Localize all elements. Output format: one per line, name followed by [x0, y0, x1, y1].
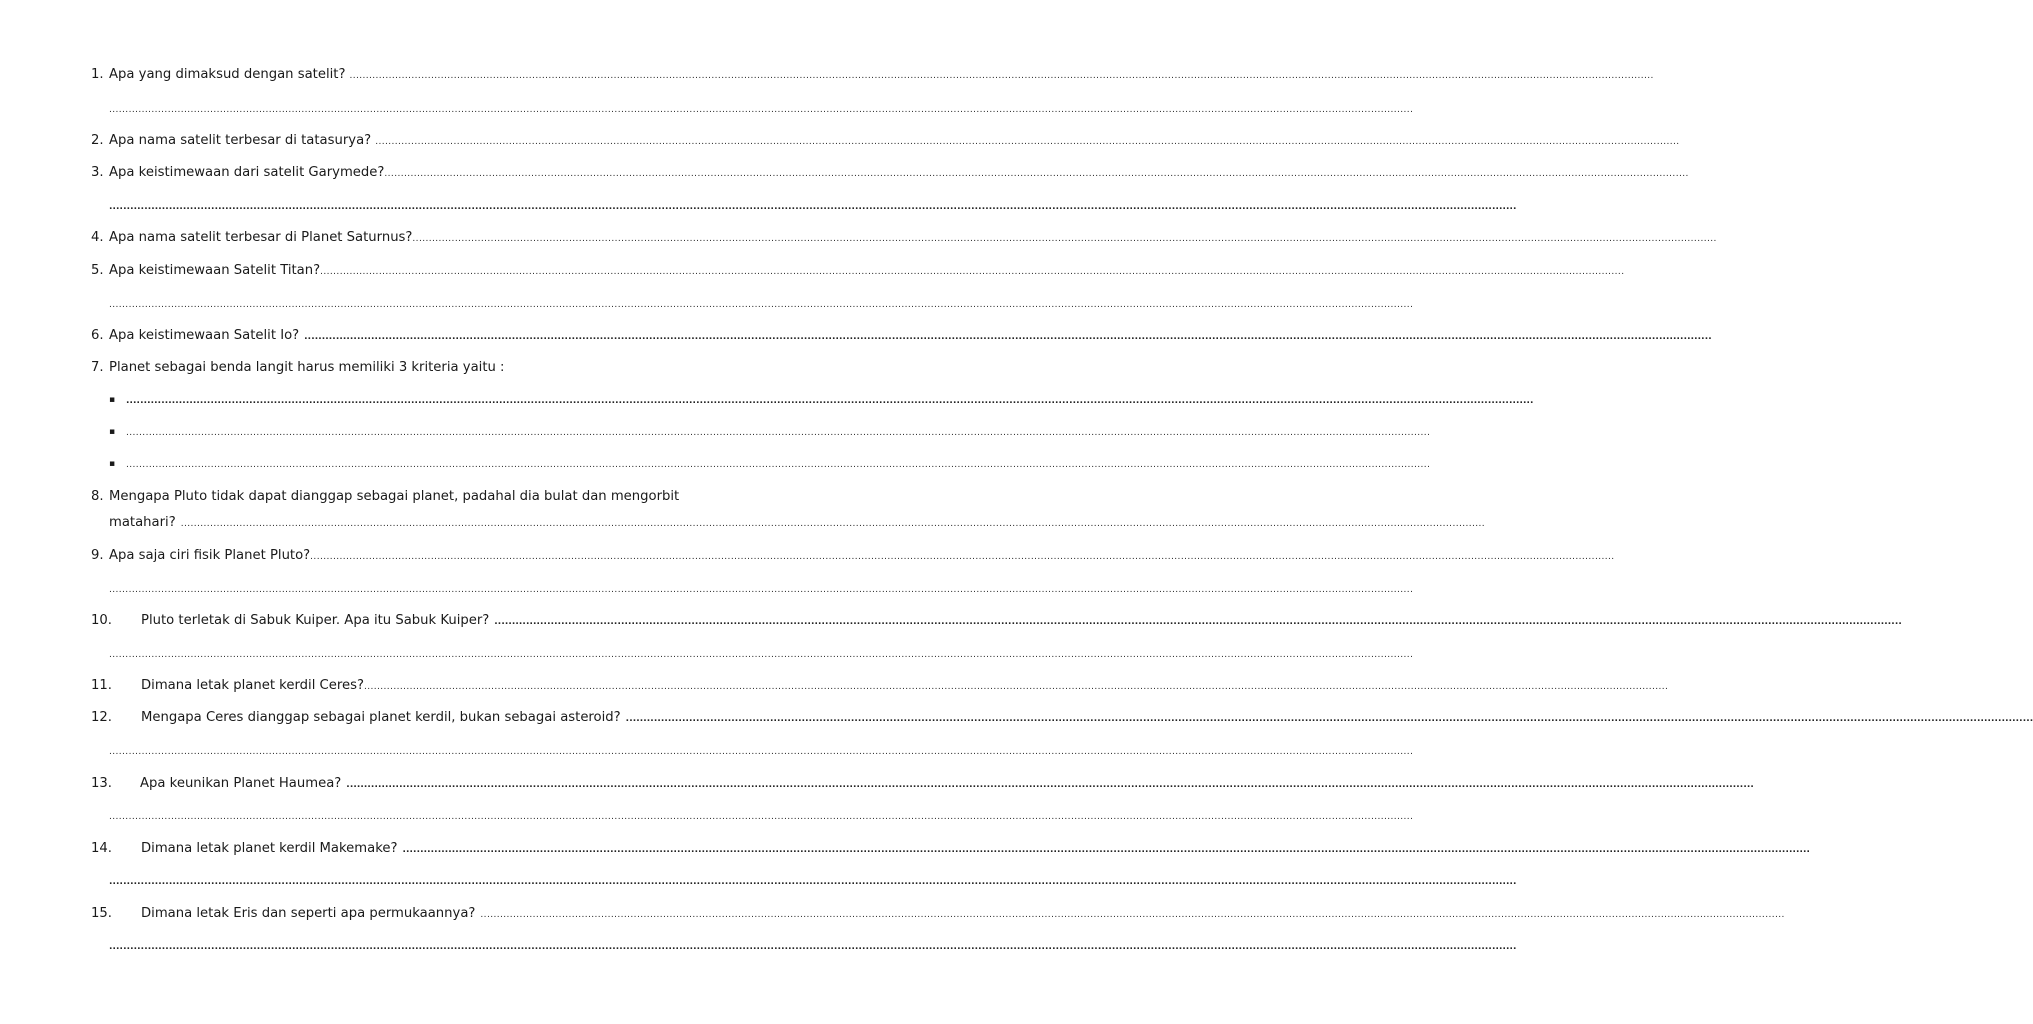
question-number: 5. [91, 263, 104, 278]
answer-line[interactable]: ................................................................................................................................................................................................................................................................................................................................................................................................................ [412, 234, 1717, 244]
question-14 [0, 840, 1811, 859]
answer-line[interactable]: ................................................................................................................................................................................................................................................................................................................................................................................................................ [126, 460, 1431, 470]
answer-line[interactable]: ................................................................................................................................................................................................................................................................................................................................................................................................................ [109, 300, 1414, 310]
question-number: 10. [91, 613, 112, 628]
question-text: Dimana letak planet kerdil Makemake? [141, 841, 398, 856]
answer-line[interactable]: ................................................................................................................................................................................................................................................................................................................................................................................................................ [375, 137, 1680, 147]
answer-line[interactable]: ................................................................................................................................................................................................................................................................................................................................................................................................................ [109, 105, 1414, 115]
answer-line-row [0, 646, 1414, 664]
question-7 [0, 359, 666, 377]
question-number: 11. [91, 678, 112, 693]
question-4 [0, 229, 1717, 248]
question-number: 3. [91, 165, 104, 180]
question-text: Apa keistimewaan dari satelit Garymede? [109, 165, 385, 180]
bullet-icon: ▪ [109, 427, 116, 437]
question-text: Dimana letak Eris dan seperti apa permukaannya? [141, 906, 476, 921]
question-text: Apa yang dimaksud dengan satelit? [109, 67, 346, 82]
question-10 [0, 612, 1902, 631]
question-number: 4. [91, 230, 104, 245]
question-13 [0, 775, 1754, 794]
question-5 [0, 262, 1625, 281]
question-number: 7. [91, 360, 104, 375]
question-11 [0, 677, 1669, 696]
question-8 [0, 488, 680, 506]
question-text: Apa saja ciri fisik Planet Pluto? [109, 548, 311, 563]
question-number: 9. [91, 548, 104, 563]
answer-line[interactable]: ................................................................................................................................................................................................................................................................................................................................................................................................................ [109, 202, 1517, 212]
question-text: Apa nama satelit terbesar di tatasurya? [109, 133, 372, 148]
answer-line[interactable]: ................................................................................................................................................................................................................................................................................................................................................................................................................ [310, 552, 1615, 562]
question-9 [0, 547, 1615, 566]
answer-line-row [0, 873, 1517, 891]
question-3 [0, 164, 1689, 183]
criteria-item [0, 392, 1534, 410]
question-text: Pluto terletak di Sabuk Kuiper. Apa itu Sabuk Kuiper? [141, 613, 490, 628]
answer-line[interactable]: ................................................................................................................................................................................................................................................................................................................................................................................................................ [109, 585, 1414, 595]
answer-line[interactable]: ................................................................................................................................................................................................................................................................................................................................................................................................................ [346, 780, 1754, 790]
answer-line[interactable]: ................................................................................................................................................................................................................................................................................................................................................................................................................ [304, 332, 1712, 342]
question-text: Apa keistimewaan Satelit Titan? [109, 263, 321, 278]
question-6 [0, 327, 1712, 346]
answer-line[interactable]: ................................................................................................................................................................................................................................................................................................................................................................................................................ [402, 845, 1811, 855]
question-1 [0, 66, 1654, 85]
question-number: 6. [91, 328, 104, 343]
answer-line-row [0, 743, 1414, 761]
question-12 [0, 709, 2033, 728]
question-text: Mengapa Pluto tidak dapat dianggap sebagai planet, padahal dia bulat dan mengorbit [109, 489, 680, 504]
answer-line[interactable]: ................................................................................................................................................................................................................................................................................................................................................................................................................ [126, 396, 1534, 406]
answer-line[interactable]: ................................................................................................................................................................................................................................................................................................................................................................................................................ [494, 617, 1902, 627]
question-number: 8. [91, 489, 104, 504]
answer-line[interactable]: ................................................................................................................................................................................................................................................................................................................................................................................................................ [320, 267, 1625, 277]
question-8-continued [0, 514, 1486, 533]
answer-line-row [0, 938, 1517, 956]
answer-line[interactable]: ................................................................................................................................................................................................................................................................................................................................................................................................................ [349, 71, 1654, 81]
answer-line[interactable]: ................................................................................................................................................................................................................................................................................................................................................................................................................ [480, 910, 1785, 920]
answer-line[interactable]: ................................................................................................................................................................................................................................................................................................................................................................................................................ [109, 747, 1414, 757]
question-number: 12. [91, 710, 112, 725]
answer-line[interactable]: ................................................................................................................................................................................................................................................................................................................................................................................................................ [109, 877, 1517, 887]
answer-line[interactable]: ................................................................................................................................................................................................................................................................................................................................................................................................................ [384, 169, 1689, 179]
criteria-item [0, 456, 1431, 474]
question-15 [0, 905, 1785, 924]
question-number: 1. [91, 67, 104, 82]
question-number: 2. [91, 133, 104, 148]
question-number: 14. [91, 841, 112, 856]
question-text: Apa keunikan Planet Haumea? [140, 776, 342, 791]
answer-line[interactable]: ................................................................................................................................................................................................................................................................................................................................................................................................................ [109, 942, 1517, 952]
bullet-icon: ▪ [109, 395, 116, 405]
answer-line[interactable]: ................................................................................................................................................................................................................................................................................................................................................................................................................ [180, 519, 1486, 529]
answer-line[interactable]: ................................................................................................................................................................................................................................................................................................................................................................................................................ [109, 650, 1414, 660]
answer-line[interactable]: ................................................................................................................................................................................................................................................................................................................................................................................................................ [109, 812, 1414, 822]
question-text: Apa keistimewaan Satelit Io? [109, 328, 300, 343]
question-text: matahari? [109, 515, 176, 530]
answer-line-row [0, 198, 1517, 216]
answer-line[interactable]: ................................................................................................................................................................................................................................................................................................................................................................................................................ [625, 714, 2033, 724]
answer-line-row [0, 581, 1414, 599]
answer-line-row [0, 101, 1414, 119]
question-text: Mengapa Ceres dianggap sebagai planet kerdil, bukan sebagai asteroid? [141, 710, 621, 725]
question-text: Planet sebagai benda langit harus memiliki 3 kriteria yaitu : [109, 360, 505, 375]
criteria-item [0, 424, 1431, 442]
answer-line-row [0, 808, 1414, 826]
answer-line[interactable]: ................................................................................................................................................................................................................................................................................................................................................................................................................ [126, 428, 1431, 438]
answer-line[interactable]: ................................................................................................................................................................................................................................................................................................................................................................................................................ [363, 682, 1669, 692]
question-number: 13. [91, 776, 112, 791]
answer-line-row [0, 296, 1414, 314]
question-number: 15. [91, 906, 112, 921]
question-text: Dimana letak planet kerdil Ceres? [141, 678, 364, 693]
question-text: Apa nama satelit terbesar di Planet Saturnus? [109, 230, 413, 245]
question-2 [0, 132, 1680, 151]
bullet-icon: ▪ [109, 459, 116, 469]
